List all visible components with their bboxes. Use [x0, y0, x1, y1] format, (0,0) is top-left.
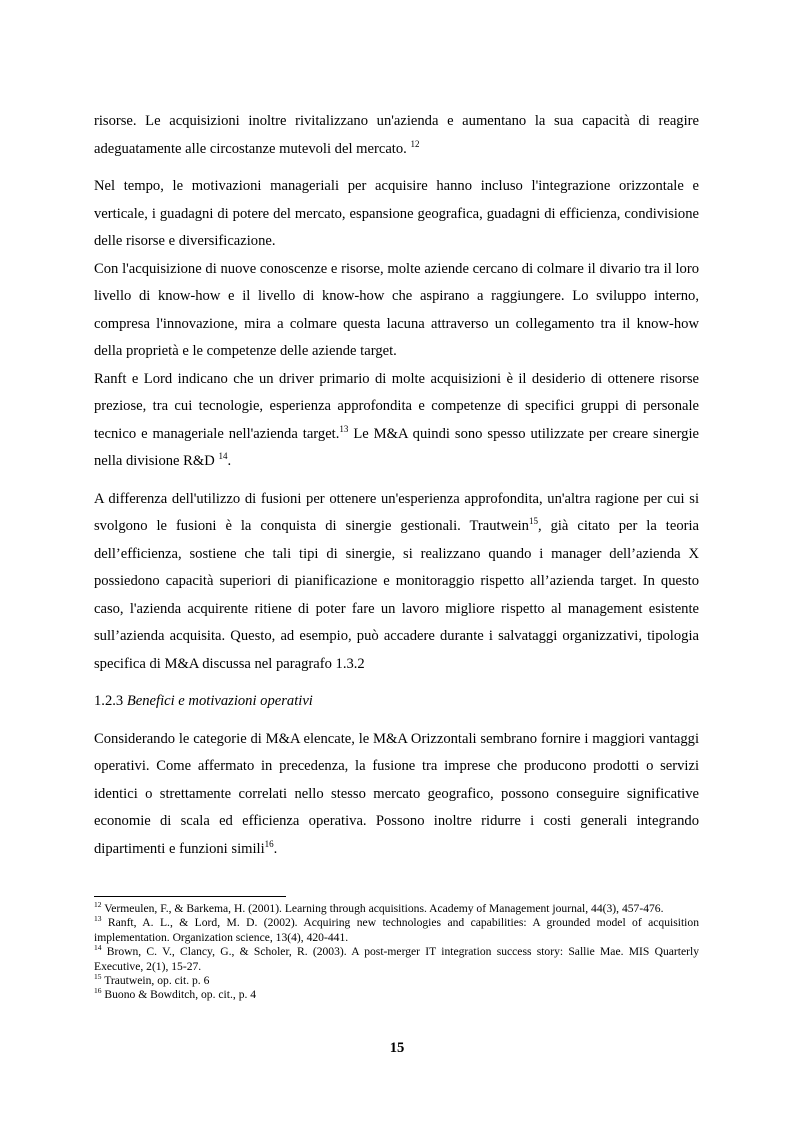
page-body: [94, 108, 699, 873]
footnote-number: 13: [94, 914, 102, 924]
paragraph-text: Con l'acquisizione di nuove conoscenze e risorse, molte aziende cercano di colmare il divario tra il loro livello di know-how e il livello di know-how che aspirano a raggiungere. Lo sviluppo interno, compresa l'innovazione, mira a colmare questa lacuna attraverso un collegamento tra il know-how della proprietà e le competenze delle aziende target.: [94, 260, 699, 359]
footnote-ref-16[interactable]: 16: [264, 838, 274, 849]
footnote-text: Ranft, A. L., & Lord, M. D. (2002). Acquiring new technologies and capabilities: A grounded model of acquisition implementation. Organization science, 13(4), 420-441.: [94, 916, 699, 944]
footnote-ref-13[interactable]: 13: [339, 423, 349, 434]
paragraph-text: .: [273, 840, 278, 857]
footnote-number: 15: [94, 972, 102, 982]
footnote: [94, 945, 699, 974]
footnote-ref-15[interactable]: 15: [528, 516, 538, 527]
footnote-text: Vermeulen, F., & Barkema, H. (2001). Learning through acquisitions. Academy of Management journal, 44(3), 457-476.: [101, 902, 664, 915]
footnote-number: 14: [94, 943, 102, 953]
footnote-ref-14[interactable]: 14: [218, 451, 228, 462]
section-title: Benefici e motivazioni operativi: [126, 693, 313, 709]
footnotes: [94, 896, 699, 1003]
footnote-divider: [94, 896, 286, 897]
paragraph-1: [94, 108, 699, 163]
page-number: 15: [389, 1040, 405, 1056]
footnote-text: Brown, C. V., Clancy, G., & Scholer, R. (2003). A post-merger IT integration success story: Sallie Mae. MIS Quarterly Executive, 2(1), 15-27.: [94, 945, 699, 973]
paragraph-text: risorse. Le acquisizioni inoltre rivitalizzano un'azienda e aumentano la sua capacità di reagire adeguatamente alle circostanze mutevoli del mercato.: [94, 113, 699, 157]
section-heading: [94, 688, 699, 716]
paragraph-text: .: [227, 453, 232, 469]
footnote: [94, 902, 699, 916]
footnote-number: 16: [94, 986, 102, 996]
paragraph-2: [94, 173, 699, 256]
paragraph-text: A differenza dell'utilizzo di fusioni per ottenere un'esperienza approfondita, un'altra ragione per cui si svolgono le fusioni è la conquista di sinergie gestionali. Trautwein: [94, 490, 699, 534]
footnote-text: Trautwein, op. cit. p. 6: [101, 974, 210, 988]
footnote: [94, 916, 699, 945]
paragraph-text: , già citato per la teoria dell’efficienza, sostiene che tali tipi di sinergie, si realizzano quando i manager dell’azienda X possiedono capacità superiori di pianificazione e monitoraggio rispetto all’azienda target. In questo caso, l'azienda acquirente ritiene di poter fare un lavoro migliore rispetto al management esistente sull’azienda acquisita. Questo, ad esempio, può accadere durante i salvataggi organizzativi, tipologia specifica di M&A discussa nel paragrafo 1.3.2: [94, 518, 700, 672]
paragraph-text: Ranft e Lord indicano che un driver primario di molte acquisizioni è il desiderio di ottenere risorse preziose, tra cui tecnologie, esperienza approfondita e competenze di specifici gruppi di personale tecnico e manageriale nell'azienda target.: [94, 370, 699, 442]
paragraph-text: Nel tempo, le motivazioni manageriali per acquisire hanno incluso l'integrazione orizzontale e verticale, i guadagni di potere del mercato, espansione geografica, guadagni di efficienza, condivisione delle risorse e diversificazione.: [94, 178, 699, 249]
paragraph-text: Le M&A quindi sono spesso utilizzate per creare sinergie nella divisione R&D: [94, 425, 699, 469]
section-number: 1.2.3: [94, 693, 127, 709]
footnote-text: Buono & Bowditch, op. cit., p. 4: [101, 988, 257, 1002]
paragraph-3: [94, 256, 699, 366]
footnote: [94, 988, 699, 1002]
footnote-number: 12: [94, 900, 102, 910]
footnote: [94, 974, 699, 988]
paragraph-5: [94, 486, 699, 679]
paragraph-6: [94, 726, 699, 864]
paragraph-text: Considerando le categorie di M&A elencate, le M&A Orizzontali sembrano fornire i maggiori vantaggi operativi. Come affermato in precedenza, la fusione tra imprese che producono prodotti o servizi identici o strettamente correlati nello stesso mercato geografico, possono conseguire significative economie di scala ed efficienza operativa. Possono inoltre ridurre i costi generali integrando dipartimenti e funzioni simili: [94, 730, 699, 857]
paragraph-4: [94, 366, 699, 476]
footnote-ref-12[interactable]: 12: [410, 138, 420, 149]
